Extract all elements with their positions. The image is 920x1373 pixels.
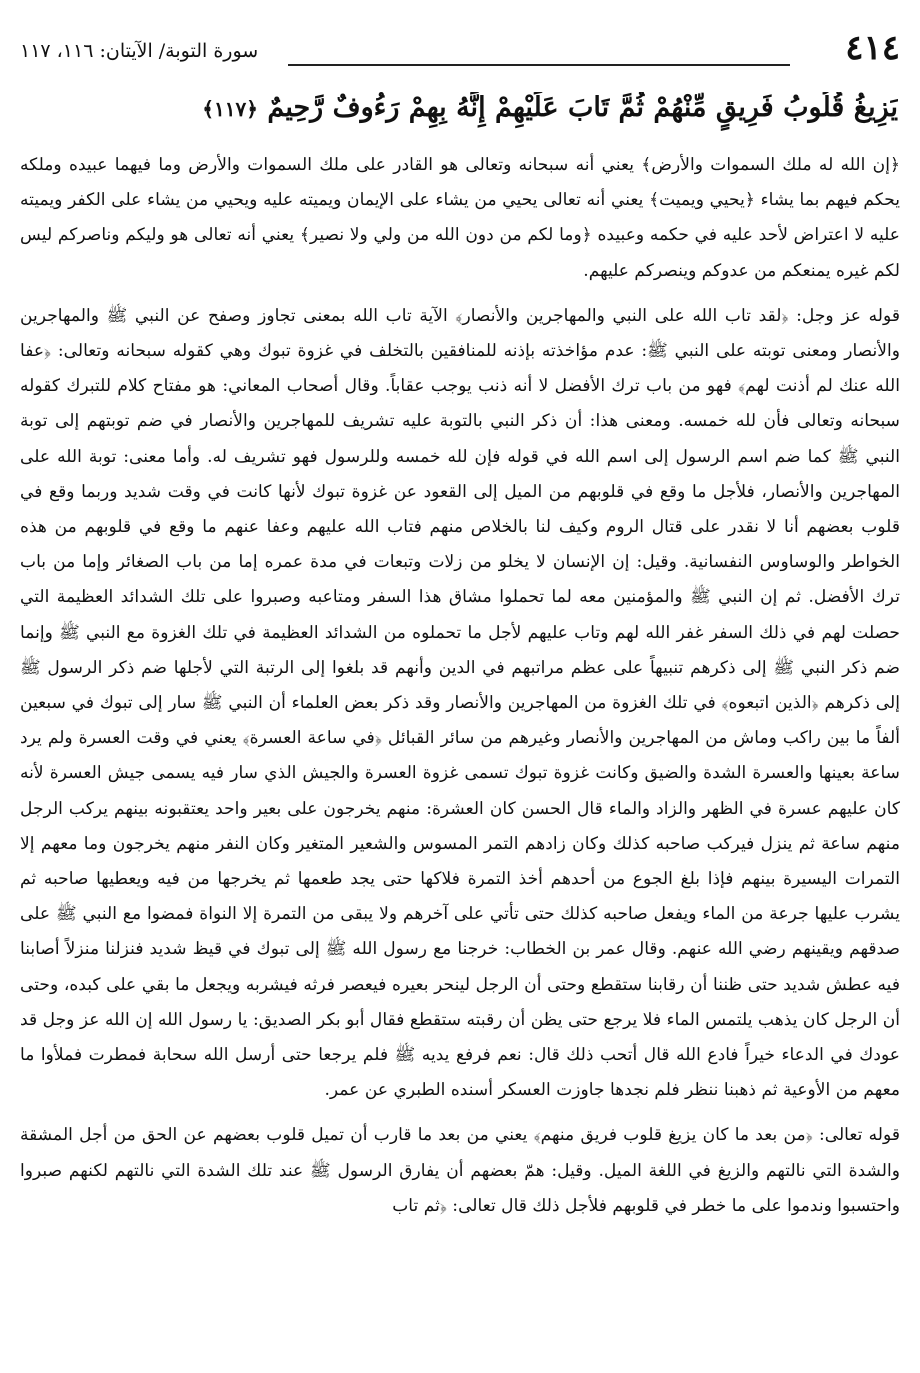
running-title: سورة التوبة/ الآيتان: ١١٦، ١١٧ (20, 40, 259, 62)
page-header (20, 28, 900, 78)
verse-number-marker: ﴿١١٧﴾ (202, 97, 258, 121)
paragraph-1: ﴿إن الله له ملك السموات والأرض﴾ يعني أنه سبحانه وتعالى هو القادر على ملك السموات والأرض وما فيهما عبيده وملكه يحكم فيهم بما يشاء ﴿يحيي ويميت﴾ يعني أنه تعالى يحيي من يشاء على الإيمان ويميته عليه ويحيي من يشاء على الكفر ويميته عليه لا اعتراض لأحد عليه في حكمه وعبيده ﴿وما لكم من دون الله من ولي ولا نصير﴾ يعني أنه تعالى هو وليكم وناصركم ليس لكم غيره يمنعكم من عدوكم وينصركم عليهم. (20, 155, 900, 281)
page-number: ٤١٤ (845, 28, 900, 68)
paragraph-3: قوله تعالى: ﴿من بعد ما كان يزيغ قلوب فريق منهم﴾ يعني من بعد ما قارب أن تميل قلوب بعضهم عن الحق من أجل المشقة والشدة التي نالتهم والزيغ في اللغة الميل. وقيل: همّ بعضهم أن يفارق الرسول ﷺ عند تلك الشدة التي نالتهم لكنهم صبروا واحتسبوا وندموا على ما خطر في قلوبهم فلأجل ذلك قال تعالى: ﴿ثم تاب (20, 1125, 900, 1216)
verse-text: يَزِيغُ قُلُوبُ فَرِيقٍ مِّنْهُمْ ثُمَّ تَابَ عَلَيْهِمْ إِنَّهُ بِهِمْ رَءُوفٌ رَّحِيمٌ (267, 92, 898, 123)
header-rule (288, 64, 790, 66)
commentary-body (20, 148, 900, 1224)
paragraph-2: قوله عز وجل: ﴿لقد تاب الله على النبي والمهاجرين والأنصار﴾ الآية تاب الله بمعنى تجاوز وصفح عن النبي ﷺ والمهاجرين والأنصار ومعنى توبته على النبي ﷺ: عدم مؤاخذته بإذنه للمنافقين بالتخلف في غزوة تبوك وهي كقوله سبحانه وتعالى: ﴿عفا الله عنك لم أذنت لهم﴾ فهو من باب ترك الأفضل لا أنه ذنب يوجب عقاباً. وقال أصحاب المعاني: هو مفتاح كلام للتبرك كقوله سبحانه وتعالى فأن لله خمسه. ومعنى هذا: أن ذكر النبي بالتوبة عليه تشريف للمهاجرين والأنصار في ضم توبتهم إلى توبة النبي ﷺ كما ضم اسم الرسول إلى اسم الله في قوله فإن لله خمسه وللرسول فهو تشريف له. وأما معنى: توبة الله على المهاجرين والأنصار، فلأجل ما وقع في قلوبهم من الميل إلى القعود عن غزوة تبوك لأنها كانت في وقت شديد وربما وقع في قلوب بعضهم أنا لا نقدر على قتال الروم وكيف لنا بالخلاص منهم فتاب الله عليهم وعفا عنهم ما وقع في قلوبهم من هذه الخواطر والوساوس النفسانية. وقيل: إن الإنسان لا يخلو من زلات وتبعات في مدة عمره إما من باب الصغائر وإما من باب ترك الأفضل. ثم إن النبي ﷺ والمؤمنين معه لما تحملوا مشاق هذا السفر ومتاعبه وصبروا على تلك الشدائد العظيمة التي حصلت لهم في ذلك السفر غفر الله لهم وتاب عليهم لأجل ما تحملوه من الشدائد العظيمة في تلك الغزوة مع النبي ﷺ وإنما ضم ذكر النبي ﷺ إلى ذكرهم تنبيهاً على عظم مراتبهم في الدين وأنهم قد بلغوا إلى الرتبة التي لأجلها ضم ذكر الرسول ﷺ إلى ذكرهم ﴿الذين اتبعوه﴾ في تلك الغزوة من المهاجرين والأنصار وقد ذكر بعض العلماء أن النبي ﷺ سار إلى تبوك في سبعين ألفاً ما بين راكب وماش من المهاجرين والأنصار وغيرهم من سائر القبائل ﴿في ساعة العسرة﴾ يعني في وقت العسرة ولم يرد ساعة بعينها والعسرة الشدة والضيق وكانت غزوة تبوك تسمى غزوة العسرة والجيش الذي سار فيه يسمى جيش العسرة لأنه كان عليهم عسرة في الظهر والزاد والماء قال الحسن كان العشرة: منهم يخرجون على بعير واحد يعتقبونه بينهم يركب الرجل منهم ساعة ثم ينزل فيركب صاحبه كذلك وكان زادهم التمر المسوس والشعير المتغير وكان النفر منهم يخرجون وما معهم إلا التمرات اليسيرة بينهم فإذا بلغ الجوع من أحدهم أخذ التمرة فلاكها حتى يجد طعمها ثم يخرجها من فيه ويعطيها صاحبه ثم يشرب عليها جرعة من الماء ويفعل صاحبه كذلك حتى تأتي على آخرهم ولا يبقى من التمرة إلا النواة فمضوا مع النبي ﷺ على صدقهم ويقينهم رضي الله عنهم. وقال عمر بن الخطاب: خرجنا مع رسول الله ﷺ إلى تبوك في قيظ شديد فنزلنا منزلاً أصابنا فيه عطش شديد حتى ظننا أن رقابنا ستقطع وحتى أن الرجل لينحر بعيره فيعصر فرثه فيشربه ويجعل ما بقي على كبده، وحتى أن الرجل كان يذهب يلتمس الماء فلا يرجع حتى يظن أن رقبته ستقطع فقال أبو بكر الصديق: يا رسول الله إن الله عز وجل قد عودك في الدعاء خيراً فادع الله قال أتحب ذلك قال: نعم فرفع يديه ﷺ فلم يرجعا حتى أرسل الله سحابة فمطرت فملأوا ما معهم من الأوعية ثم ذهبنا ننظر فلم نجدها جاوزت العسكر أسنده الطبري عن عمر. (20, 305, 900, 1101)
quran-verse-line (24, 92, 898, 140)
